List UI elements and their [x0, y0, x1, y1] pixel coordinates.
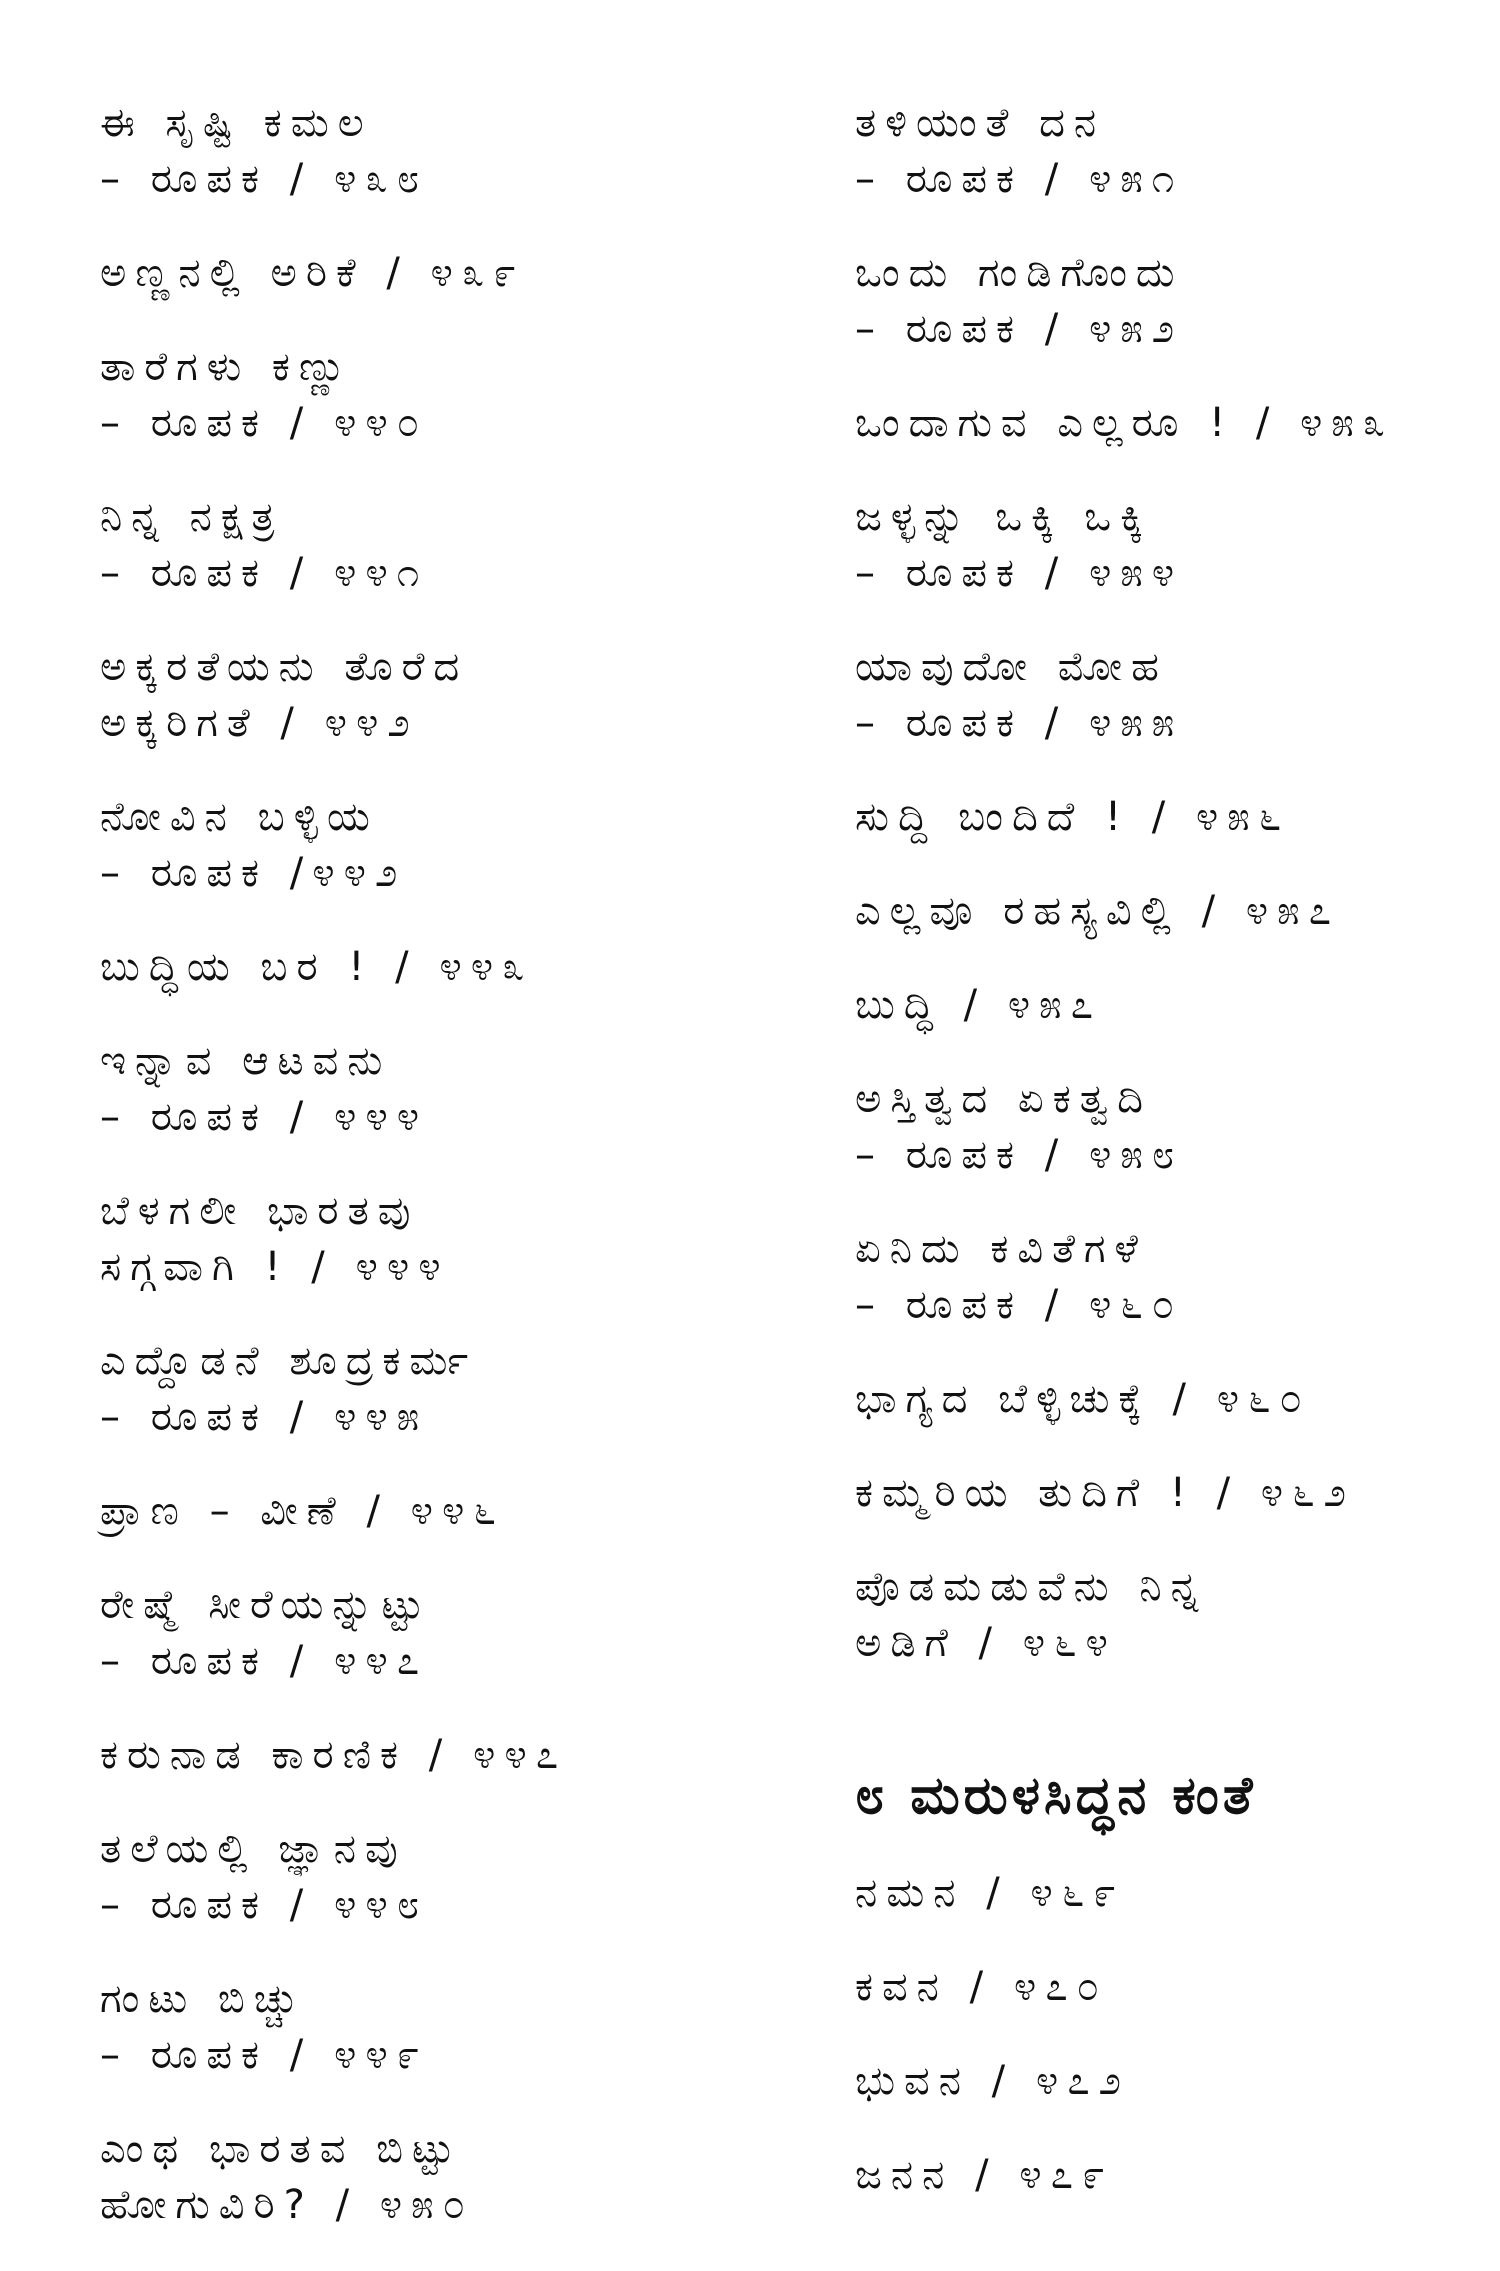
entry-title: ಪೊಡಮಡುವೆನು ನಿನ್ನ	[855, 1564, 1208, 1610]
toc-entry	[100, 1483, 820, 1539]
left-column	[100, 95, 820, 2271]
entry-title: ಭುವನ / ೪೭೨	[855, 2058, 1131, 2104]
entry-detail: – ರೂಪಕ / ೪೪೦	[100, 400, 429, 446]
toc-entry	[855, 789, 1475, 845]
toc-entry	[855, 2053, 1475, 2109]
entry-title: ಅಕ್ಕರತೆಯನು ತೊರೆದ	[100, 644, 469, 690]
toc-entry	[855, 1865, 1475, 1921]
toc-entry	[855, 977, 1475, 1033]
toc-entry	[100, 2121, 820, 2233]
toc-entry	[100, 1821, 820, 1933]
entry-title: ನಿನ್ನ ನಕ್ಷತ್ರ	[100, 494, 284, 540]
toc-entry	[100, 1577, 820, 1689]
entry-detail: ಅಕ್ಕರಿಗತೆ / ೪೪೨	[100, 700, 419, 746]
entry-title: ಯಾವುದೋ ಮೋಹ	[855, 644, 1168, 690]
entry-title: ಭಾಗ್ಯದ ಬೆಳ್ಳಿಚುಕ್ಕೆ / ೪೬೦	[855, 1376, 1311, 1422]
toc-entry	[100, 339, 820, 451]
entry-title: ಎದ್ದೊಡನೆ ಶೂದ್ರಕರ್ಮ	[100, 1338, 478, 1384]
entry-title: ರೇಷ್ಮೆ ಸೀರೆಯನ್ನುಟ್ಟು	[100, 1582, 433, 1628]
entry-detail: – ರೂಪಕ / ೪೪೪	[100, 1094, 429, 1140]
entry-title: ಪ್ರಾಣ – ವೀಣೆ / ೪೪೬	[100, 1488, 505, 1534]
entry-detail: – ರೂಪಕ / ೪೪೫	[100, 1394, 429, 1440]
entry-detail: – ರೂಪಕ / ೪೬೦	[855, 1282, 1184, 1328]
entry-title: ಜಳ್ಳನ್ನು ಒಕ್ಕಿ ಒಕ್ಕಿ	[855, 494, 1152, 540]
toc-entry	[100, 789, 820, 901]
toc-entry	[100, 1033, 820, 1145]
toc-entry	[855, 1959, 1475, 2015]
entry-detail: – ರೂಪಕ / ೪೪೯	[100, 2032, 429, 2078]
entry-title: ನಮನ / ೪೬೯	[855, 1870, 1125, 1916]
entry-detail: – ರೂಪಕ /೪೪೨	[100, 850, 407, 896]
toc-entry	[100, 939, 820, 995]
entry-title: ಗಂಟು ಬಿಚ್ಚು	[100, 1976, 307, 2022]
entry-title: ತಲೆಯಲ್ಲಿ ಜ್ಞಾನವು	[100, 1826, 407, 1872]
section-heading: ೮ ಮರುಳಸಿದ್ಧನ ಕಂತೆ	[855, 1766, 1257, 1826]
entry-detail: – ರೂಪಕ / ೪೪೧	[100, 550, 429, 596]
entry-title: ಬುದ್ಧಿ / ೪೫೭	[855, 982, 1102, 1028]
toc-entry	[100, 1183, 820, 1295]
toc-entry	[855, 1559, 1475, 1671]
entry-title: ಇನ್ನಾವ ಆಟವನು	[100, 1038, 392, 1084]
entry-title: ಎಂಥ ಭಾರತವ ಬಿಟ್ಟು	[100, 2126, 463, 2172]
entry-title: ಜನನ / ೪೭೯	[855, 2152, 1114, 2198]
toc-entry	[855, 245, 1475, 357]
entry-title: ನೋವಿನ ಬಳ್ಳಿಯ	[100, 794, 379, 840]
entry-title: ಅಣ್ಣನಲ್ಲಿ ಅರಿಕೆ / ೪೩೯	[100, 250, 525, 296]
toc-entry	[100, 1333, 820, 1445]
entry-title: ಒಂದು ಗಂಡಿಗೊಂದು	[855, 250, 1184, 296]
entry-detail: – ರೂಪಕ / ೪೫೧	[855, 156, 1184, 202]
entry-title: ಬೆಳಗಲೀ ಭಾರತವು	[100, 1188, 420, 1234]
toc-entry	[855, 1371, 1475, 1427]
entry-detail: – ರೂಪಕ / ೪೪೮	[100, 1882, 429, 1928]
entry-title: ಬುದ್ಧಿಯ ಬರ ! / ೪೪೩	[100, 944, 534, 990]
toc-entry	[855, 95, 1475, 207]
entry-title: ಒಂದಾಗುವ ಎಲ್ಲರೂ ! / ೪೫೩	[855, 400, 1395, 446]
toc-entry	[855, 883, 1475, 939]
toc-entry	[855, 1221, 1475, 1333]
entry-detail: – ರೂಪಕ / ೪೫೮	[855, 1132, 1184, 1178]
entry-detail: ಸಗ್ಗವಾಗಿ ! / ೪೪೪	[100, 1244, 450, 1290]
toc-entry	[100, 1971, 820, 2083]
entry-title: ಅಸ್ತಿತ್ವದ ಏಕತ್ವದಿ	[855, 1076, 1152, 1122]
entry-title: ಎಲ್ಲವೂ ರಹಸ್ಯವಿಲ್ಲಿ / ೪೫೭	[855, 888, 1340, 934]
toc-entry	[855, 639, 1475, 751]
entry-detail: – ರೂಪಕ / ೪೫೪	[855, 550, 1184, 596]
entry-title: ಏನಿದು ಕವಿತೆಗಳೆ	[855, 1226, 1147, 1272]
toc-entry	[855, 1071, 1475, 1183]
entry-title: ಸುದ್ದಿ ಬಂದಿದೆ ! / ೪೫೬	[855, 794, 1291, 840]
entry-title: ತಾರೆಗಳು ಕಣ್ಣು	[100, 344, 355, 390]
entry-detail: – ರೂಪಕ / ೪೩೮	[100, 156, 429, 202]
entry-title: ಕಮ್ಮರಿಯ ತುದಿಗೆ ! / ೪೬೨	[855, 1470, 1356, 1516]
entry-detail: – ರೂಪಕ / ೪೫೨	[855, 306, 1184, 352]
entry-title: ಈ ಸೃಷ್ಟಿ ಕಮಲ	[100, 100, 373, 146]
toc-entry	[100, 1727, 820, 1783]
entry-detail: – ರೂಪಕ / ೪೪೭	[100, 1638, 429, 1684]
toc-entry	[855, 2147, 1475, 2203]
entry-detail: – ರೂಪಕ / ೪೫೫	[855, 700, 1184, 746]
toc-entry	[855, 395, 1475, 451]
entry-title: ಕವನ / ೪೭೦	[855, 1964, 1109, 2010]
toc-entry	[100, 489, 820, 601]
toc-entry	[100, 639, 820, 751]
entry-detail: ಅಡಿಗೆ / ೪೬೪	[855, 1620, 1117, 1666]
toc-entry	[100, 95, 820, 207]
toc-entry	[100, 245, 820, 301]
toc-entry	[855, 1465, 1475, 1521]
entry-title: ಕರುನಾಡ ಕಾರಣಿಕ / ೪೪೭	[100, 1732, 568, 1778]
toc-entry	[855, 489, 1475, 601]
right-column	[855, 95, 1475, 2241]
entry-title: ತಳಿಯಂತೆ ದನ	[855, 100, 1106, 146]
entry-detail: ಹೋಗುವಿರಿ? / ೪೫೦	[100, 2182, 474, 2228]
